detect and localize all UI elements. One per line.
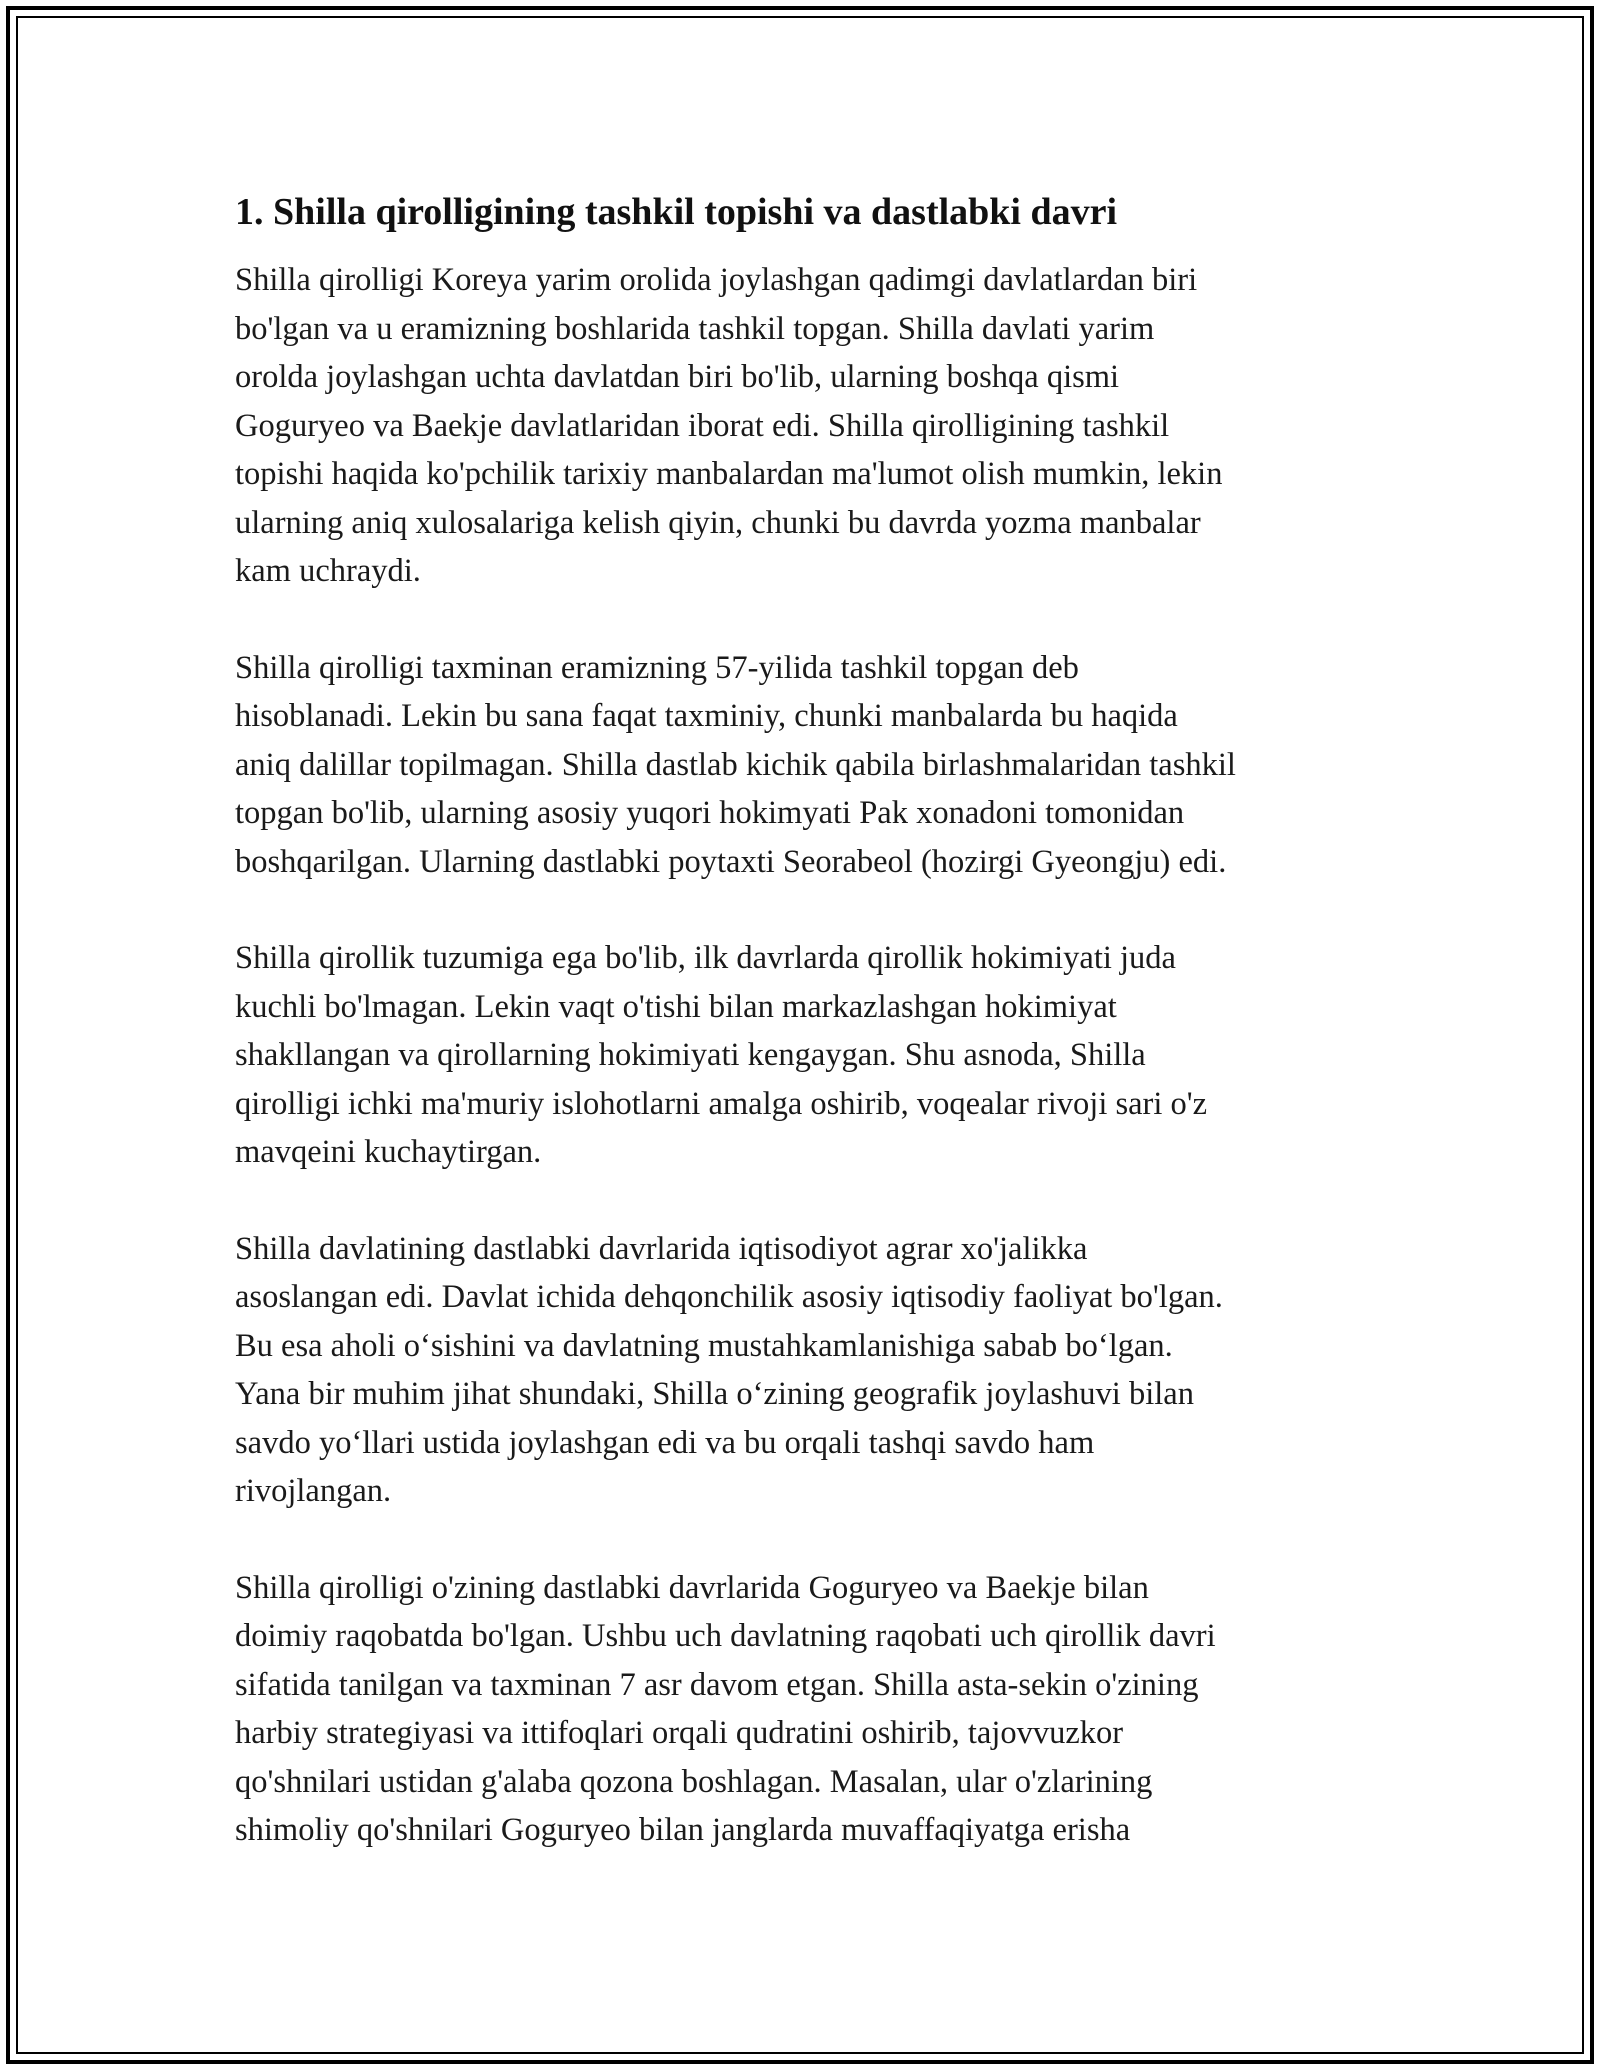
paragraph-line: qo'shnilari ustidan g'alaba qozona boshlagan. Masalan, ular o'zlarining bbox=[235, 1763, 1153, 1800]
paragraph-4 bbox=[235, 1225, 1375, 1516]
paragraph-line: kam uchraydi. bbox=[235, 553, 421, 589]
document-body bbox=[235, 256, 1375, 1855]
paragraph-line: Shilla qirolligi o'zining dastlabki davrlarida Goguryeo va Baekje bilan bbox=[235, 1569, 1149, 1606]
paragraph-line: orolda joylashgan uchta davlatdan biri bo'lib, ularning boshqa qismi bbox=[235, 359, 1120, 395]
paragraph-line: harbiy strategiyasi va ittifoqlari orqali qudratini oshirib, tajovvuzkor bbox=[235, 1715, 1124, 1751]
paragraph-line: Goguryeo va Baekje davlatlaridan iborat edi. Shilla qirolligining tashkil bbox=[235, 407, 1170, 444]
paragraph-line: shimoliy qo'shnilari Goguryeo bilan janglarda muvaffaqiyatga erisha bbox=[235, 1812, 1131, 1848]
paragraph-5 bbox=[235, 1564, 1375, 1855]
paragraph-line: shakllangan va qirollarning hokimiyati kengaygan. Shu asnoda, Shilla bbox=[235, 1037, 1146, 1073]
paragraph-line: Bu esa aholi o‘sishini va davlatning mustahkamlanishiga sabab bo‘lgan. bbox=[235, 1327, 1173, 1364]
paragraph-line: Shilla qirollik tuzumiga ega bo'lib, ilk davrlarda qirollik hokimiyati juda bbox=[235, 940, 1176, 976]
paragraph-line: hisoblanadi. Lekin bu sana faqat taxminiy, chunki manbalarda bu haqida bbox=[235, 698, 1178, 734]
document-page bbox=[235, 186, 1375, 1903]
paragraph-line: ularning aniq xulosalariga kelish qiyin, chunki bu davrda yozma manbalar bbox=[235, 504, 1201, 541]
paragraph-line: Yana bir muhim jihat shundaki, Shilla o‘zining geografik joylashuvi bilan bbox=[235, 1376, 1194, 1412]
paragraph-line: bo'lgan va u eramizning boshlarida tashkil topgan. Shilla davlati yarim bbox=[235, 310, 1155, 347]
paragraph-line: topgan bo'lib, ularning asosiy yuqori hokimyati Pak xonadoni tomonidan bbox=[235, 795, 1185, 831]
paragraph-line: kuchli bo'lmagan. Lekin vaqt o'tishi bilan markazlashgan hokimiyat bbox=[235, 988, 1117, 1025]
paragraph-line: sifatida tanilgan va taxminan 7 asr davom etgan. Shilla asta-sekin o'zining bbox=[235, 1666, 1199, 1703]
paragraph-1 bbox=[235, 256, 1375, 596]
paragraph-line: qirolligi ichki ma'muriy islohotlarni amalga oshirib, voqealar rivoji sari o'z bbox=[235, 1085, 1208, 1122]
paragraph-2 bbox=[235, 644, 1375, 887]
paragraph-line: savdo yo‘llari ustida joylashgan edi va bu orqali tashqi savdo ham bbox=[235, 1424, 1095, 1461]
paragraph-line: aniq dalillar topilmagan. Shilla dastlab kichik qabila birlashmalaridan tashkil bbox=[235, 746, 1236, 783]
paragraph-line: Shilla qirolligi Koreya yarim orolida joylashgan qadimgi davlatlardan biri bbox=[235, 262, 1198, 298]
paragraph-line: Shilla qirolligi taxminan eramizning 57-yilida tashkil topgan deb bbox=[235, 649, 1079, 686]
paragraph-line: boshqarilgan. Ularning dastlabki poytaxti Seorabeol (hozirgi Gyeongju) edi. bbox=[235, 843, 1227, 880]
paragraph-line: doimiy raqobatda bo'lgan. Ushbu uch davlatning raqobati uch qirollik davri bbox=[235, 1618, 1216, 1654]
section-heading: 1. Shilla qirolligining tashkil topishi va dastlabki davri bbox=[235, 191, 1118, 233]
paragraph-line: asoslangan edi. Davlat ichida dehqonchilik asosiy iqtisodiy faoliyat bo'lgan. bbox=[235, 1279, 1223, 1315]
paragraph-line: topishi haqida ko'pchilik tarixiy manbalardan ma'lumot olish mumkin, lekin bbox=[235, 456, 1223, 492]
paragraph-3 bbox=[235, 934, 1375, 1177]
paragraph-line: mavqeini kuchaytirgan. bbox=[235, 1134, 542, 1170]
paragraph-line: rivojlangan. bbox=[235, 1473, 392, 1509]
paragraph-line: Shilla davlatining dastlabki davrlarida iqtisodiyot agrar xo'jalikka bbox=[235, 1230, 1088, 1267]
